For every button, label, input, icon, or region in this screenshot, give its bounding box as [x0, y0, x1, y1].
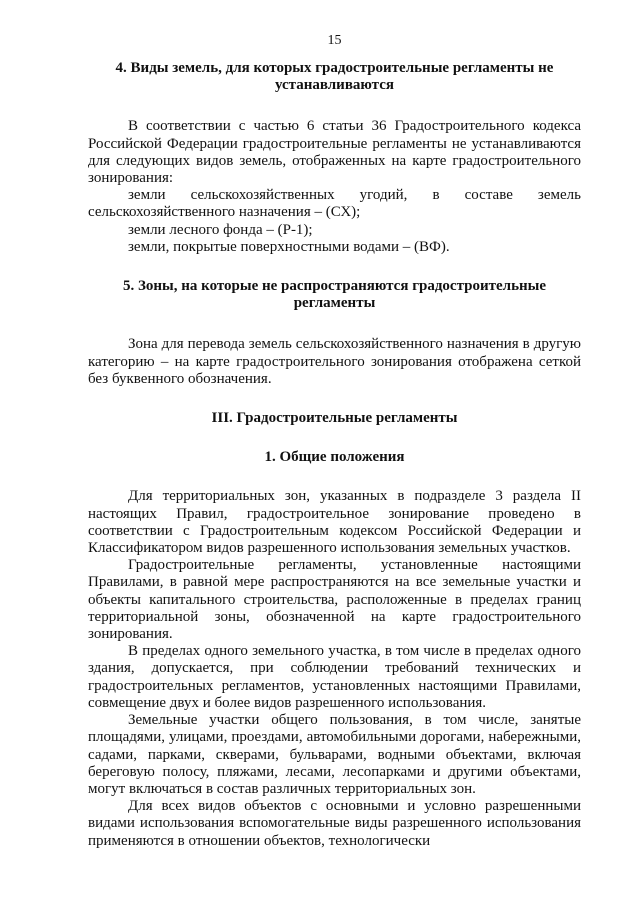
section-4-item: земли, покрытые поверхностными водами – (ВФ). — [128, 238, 450, 255]
section-5-heading: 5. Зоны, на которые не распространяются градостроительные регламенты — [122, 278, 547, 312]
general-paragraph: В пределах одного земельного участка, в том числе в пределах одного здания, допускается, при соблюдении требований технических и градостроительных регламентов, установленных настоящими Правилами, совмещение двух и более видов разрешенного использования. — [88, 643, 581, 711]
general-provisions-heading: 1. Общие положения — [264, 449, 405, 466]
document-body — [88, 60, 581, 850]
page-number: 15 — [327, 33, 342, 48]
general-paragraph: Для территориальных зон, указанных в подразделе 3 раздела II настоящих Правил, градостроительное зонирование проведено в соответствии с Градостроительным кодексом Российской Федерации и Классификатором видов разрешенного использования земельных участков. — [88, 488, 581, 557]
general-paragraph: Земельные участки общего пользования, в том числе, занятые площадями, улицами, проездами, автомобильными дорогами, набережными, садами, парками, скверами, бульварами, водными объектами, включая береговую полосу, пляжами, лесами, лесопарками и другими объектами, могут включаться в состав различных территориальных зон. — [88, 712, 581, 797]
section-5-text: Зона для перевода земель сельскохозяйственного назначения в другую категорию – на карте градостроительного зонирования отображена сеткой без буквенного обозначения. — [88, 336, 581, 387]
general-paragraph: Для всех видов объектов с основными и условно разрешенными видами использования вспомогательные виды разрешенного использования применяются в отношении объектов, технологически — [88, 798, 581, 849]
part-3-heading: III. Градостроительные регламенты — [211, 410, 458, 427]
general-paragraph: Градостроительные регламенты, установленные настоящими Правилами, в равной мере распространяются на все земельные участки и объекты капитального строительства, расположенные в пределах границ территориальной зоны, обозначенной на карте градостроительного зонирования. — [88, 557, 581, 643]
section-4-heading: 4. Виды земель, для которых градостроительные регламенты не устанавливаются — [115, 60, 554, 94]
section-4-item: земли сельскохозяйственных угодий, в составе земель сельскохозяйственного назначения – (СХ); — [88, 187, 581, 221]
section-4-intro: В соответствии с частью 6 статьи 36 Градостроительного кодекса Российской Федерации градостроительные регламенты не устанавливаются для следующих видов земель, отображенных на карте градостроительного зонирования: — [88, 118, 581, 187]
section-4-item: земли лесного фонда – (Р-1); — [128, 221, 313, 238]
